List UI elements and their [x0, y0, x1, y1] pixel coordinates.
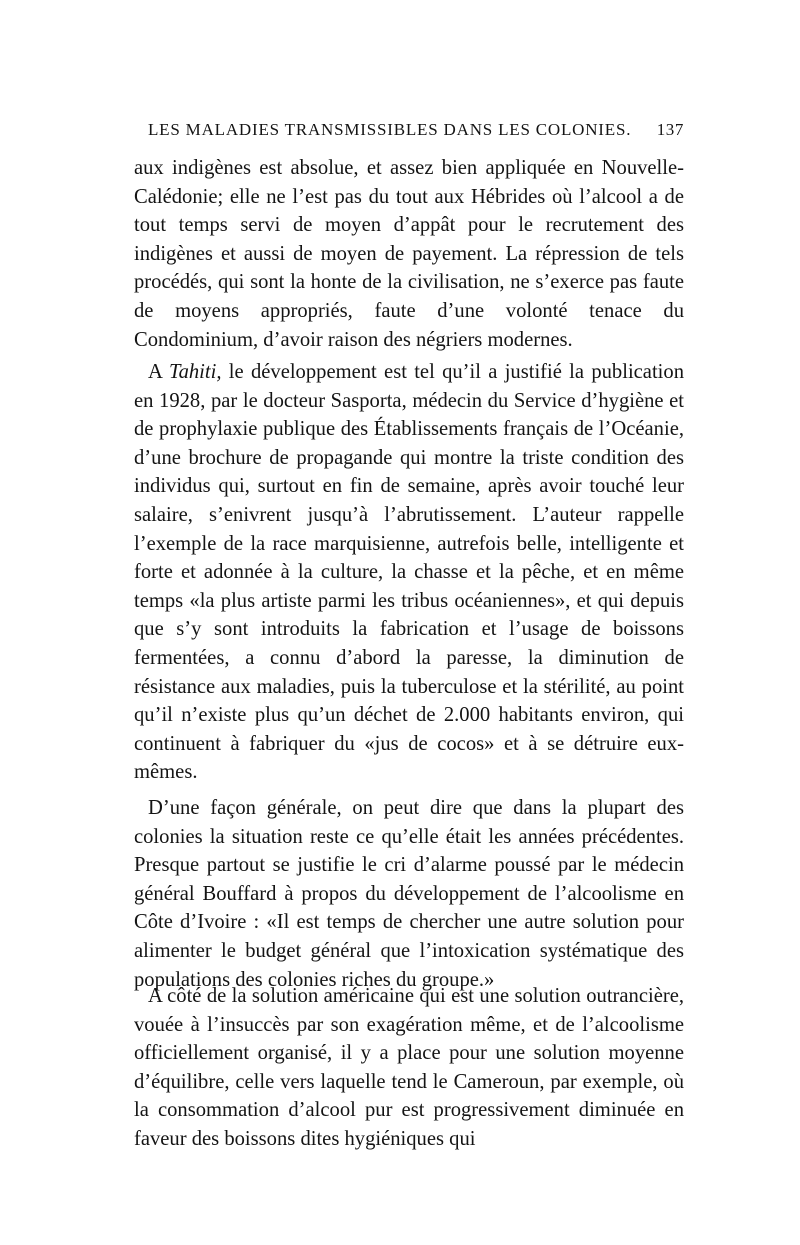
paragraph-1	[134, 154, 684, 354]
place-name-tahiti: Tahiti,	[169, 361, 222, 383]
paragraph-2-text	[134, 358, 684, 787]
paragraph-4	[134, 982, 684, 1154]
paragraph-4-text: A côté de la solution américaine qui est une solution outrancière, vouée à l’insuccès par son exagération même, et de l’alcoolisme officiellement organisé, il y a place pour une solution moyenne d’équilibre, celle vers laquelle tend le Cameroun, par exemple, où la consommation d’alcool pur est progressivement diminuée en faveur des boissons dites hygiéniques qui	[134, 985, 684, 1150]
paragraph-3-text: D’une façon générale, on peut dire que dans la plupart des colonies la situation reste ce qu’elle était les années précédentes. Presque partout se justifie le cri d’alarme poussé par le médecin général Bouffard à propos du développement de l’alcoolisme en Côte d’Ivoire : «Il est temps de chercher une autre solution pour alimenter le budget général que l’intoxication systématique des populations des colonies riches du groupe.»	[134, 797, 684, 991]
page-number: 137	[656, 120, 684, 139]
paragraph-2-lead: A	[148, 361, 170, 383]
running-title: LES MALADIES TRANSMISSIBLES DANS LES COLONIES.	[148, 120, 632, 139]
paragraph-2	[134, 358, 684, 787]
running-head	[148, 120, 684, 144]
paragraph-2-body: le développement est tel qu’il a justifié la publication en 1928, par le docteur Sasporta, médecin du Service d’hygiène et de prophylaxie publique des Établissements français de l’Océanie, d’une brochure de propagande qui montre la triste condition des individus qui, surtout en fin de semaine, après avoir touché leur salaire, s’enivrent jusqu’à l’abrutissement. L’auteur rappelle l’exemple de la race marquisienne, autrefois belle, intelligente et forte et adonnée à la culture, la chasse et la pêche, et en même temps «la plus artiste parmi les tribus océaniennes», et qui depuis que s’y sont introduits la fabrication et l’usage de boissons fermentées, a connu d’abord la paresse, la diminution de résistance aux maladies, puis la tuberculose et la stérilité, au point qu’il n’existe plus qu’un déchet de 2.000 habitants environ, qui continuent à fabriquer du «jus de cocos» et à se détruire eux-mêmes.	[134, 361, 684, 784]
paragraph-3	[134, 794, 684, 994]
paragraph-1-text: aux indigènes est absolue, et assez bien appliquée en Nouvelle-Calédonie; elle ne l’est pas du tout aux Hébrides où l’alcool a de tout temps servi de moyen d’appât pour le recrutement des indigènes et aussi de moyen de payement. La répression de tels procédés, qui sont la honte de la civilisation, ne s’exerce pas faute de moyens appropriés, faute d’une volonté tenace du Condominium, d’avoir raison des négriers modernes.	[134, 157, 684, 351]
